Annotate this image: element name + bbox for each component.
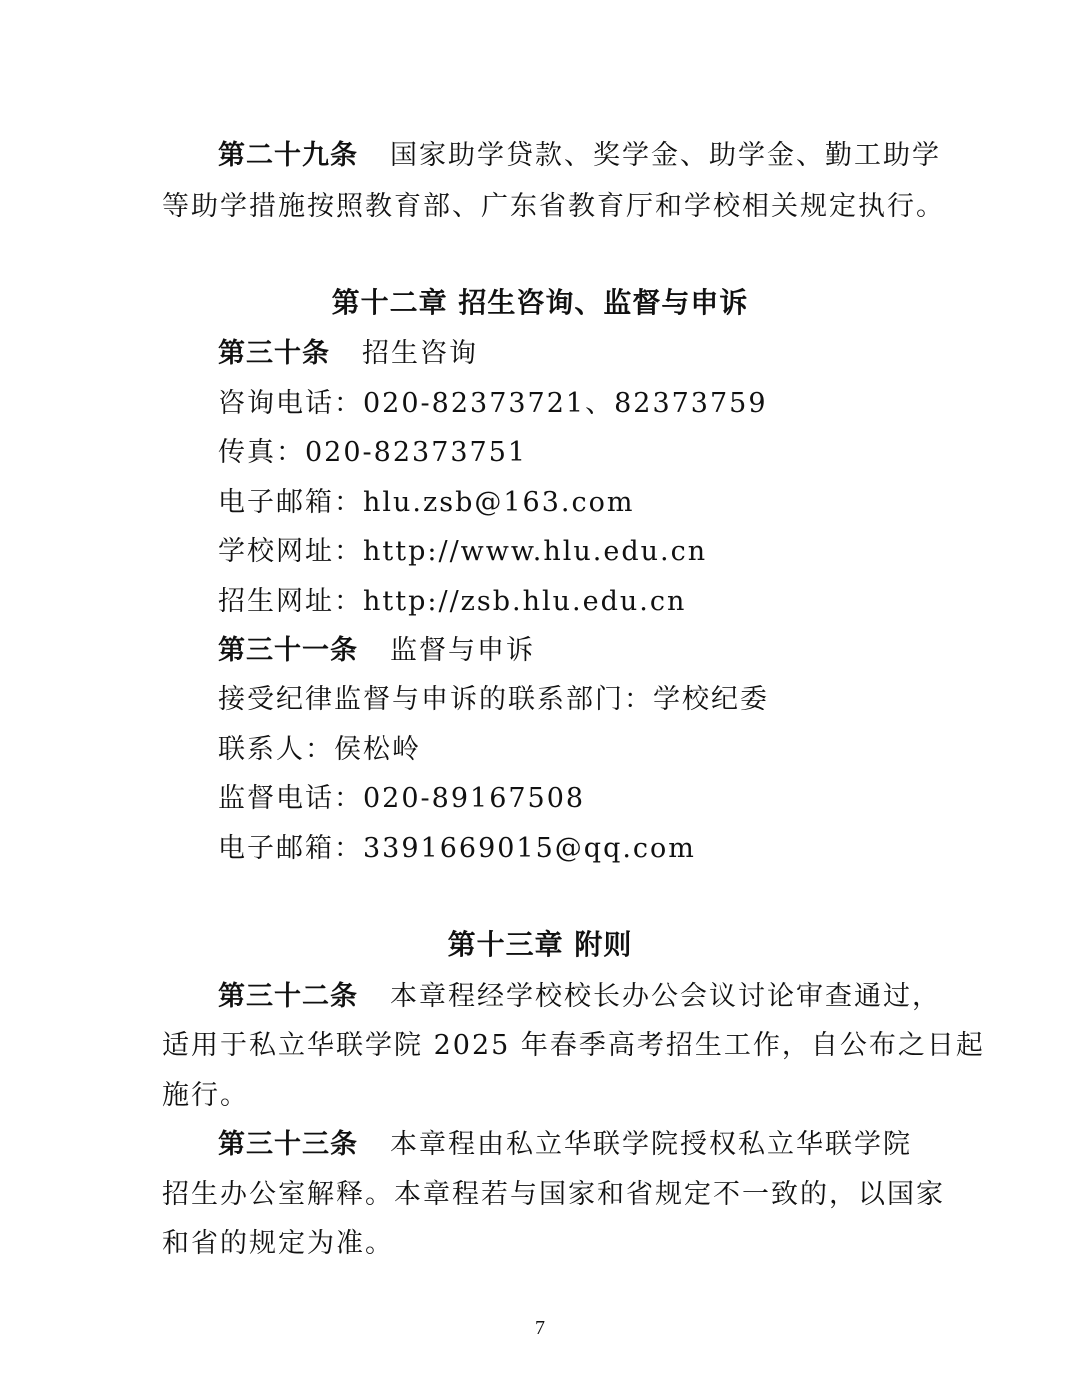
article-33-line-1 (218, 1128, 912, 1162)
consult-phone: 咨询电话：020-82373721、82373759 (218, 388, 768, 419)
article-31-title: 第三十一条 (218, 635, 358, 666)
article-30-text: 招生咨询 (362, 338, 478, 369)
supervision-email: 电子邮箱：3391669015@qq.com (218, 833, 696, 864)
article-32-title: 第三十二条 (218, 981, 358, 1012)
article-29-text: 国家助学贷款、奖学金、助学金、勤工助学 (390, 140, 941, 171)
supervision-phone: 监督电话：020-89167508 (218, 783, 586, 814)
admission-email: 电子邮箱：hlu.zsb@163.com (218, 487, 635, 518)
school-website: 学校网址：http://www.hlu.edu.cn (218, 536, 708, 567)
article-32-text: 本章程经学校校长办公会议讨论审查通过， (390, 981, 941, 1012)
article-30-line (218, 337, 478, 371)
article-31-line (218, 634, 535, 668)
article-29-line-2: 等助学措施按照教育部、广东省教育厅和学校相关规定执行。 (162, 191, 945, 222)
article-33-title: 第三十三条 (218, 1129, 358, 1160)
article-29-title: 第二十九条 (218, 140, 358, 171)
article-31-text: 监督与申诉 (390, 635, 535, 666)
page-number: 7 (535, 1317, 545, 1339)
article-32-line-1 (218, 980, 941, 1014)
supervision-department: 接受纪律监督与申诉的联系部门：学校纪委 (218, 684, 769, 715)
chapter-12-heading: 第十二章 招生咨询、监督与申诉 (331, 286, 749, 319)
contact-person: 联系人：侯松岭 (218, 734, 421, 765)
article-33-line-2: 招生办公室解释。本章程若与国家和省规定不一致的，以国家 (162, 1179, 945, 1210)
article-33-text: 本章程由私立华联学院授权私立华联学院 (390, 1129, 912, 1160)
article-32-line-2: 适用于私立华联学院 2025 年春季高考招生工作，自公布之日起 (162, 1030, 985, 1061)
admission-website: 招生网址：http://zsb.hlu.edu.cn (218, 586, 687, 617)
article-30-title: 第三十条 (218, 338, 330, 369)
chapter-13-heading: 第十三章 附则 (447, 928, 633, 961)
fax: 传真：020-82373751 (218, 437, 528, 468)
article-33-line-3: 和省的规定为准。 (162, 1228, 394, 1259)
article-32-line-3: 施行。 (162, 1080, 249, 1111)
article-29-line-1 (218, 139, 941, 173)
